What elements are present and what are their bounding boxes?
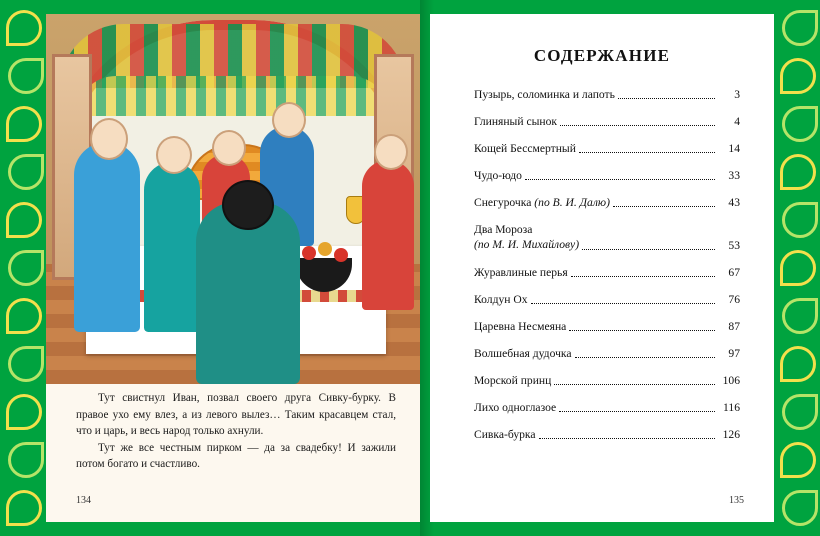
toc-entry-label: Кощей Бессмертный: [474, 142, 576, 155]
toc-entry-page: 33: [728, 169, 740, 182]
right-page: [430, 14, 774, 522]
character-boyar: [74, 142, 140, 332]
toc-leader-dots: [582, 248, 715, 250]
toc-entry[interactable]: [474, 374, 740, 387]
toc-entry[interactable]: [474, 428, 740, 441]
toc-entry-page: 43: [728, 196, 740, 209]
toc-leader-dots: [525, 178, 715, 180]
toc-entry-label: [474, 223, 579, 252]
swirl-ornament-icon: [8, 154, 44, 190]
toc-entry-label: [474, 196, 610, 209]
toc-entry[interactable]: [474, 223, 740, 252]
toc-entry[interactable]: [474, 169, 740, 182]
swirl-ornament-icon: [8, 346, 44, 382]
toc-entry-page: 67: [728, 266, 740, 279]
swirl-ornament-icon: [8, 442, 44, 478]
left-page: [46, 14, 420, 522]
character-boyar-head: [90, 118, 128, 160]
toc-leader-dots: [613, 205, 715, 207]
swirl-ornament-icon: [782, 394, 818, 430]
toc-entry-page: 4: [734, 115, 740, 128]
character-man-head: [272, 102, 306, 138]
story-paragraph-1: Тут свистнул Иван, позвал своего друга Сивку-бурку. В правое ухо ему влез, а из левого вылез… Таким красавцем стал, что и царь, и весь народ только ахнули.: [76, 392, 396, 437]
swirl-ornament-icon: [780, 154, 816, 190]
swirl-ornament-icon: [6, 106, 42, 142]
story-paragraph-2: Тут же все честным пирком — да за свадебку! И зажили потом богато и счастливо.: [76, 441, 396, 470]
swirl-ornament-icon: [782, 106, 818, 142]
toc-entry[interactable]: [474, 142, 740, 155]
toc-entry-label: Глиняный сынок: [474, 115, 558, 128]
toc-entry[interactable]: [474, 401, 740, 414]
toc-entry[interactable]: [474, 115, 740, 128]
toc-leader-dots: [569, 329, 715, 331]
character-tsar-head: [374, 134, 408, 170]
toc-list: [474, 88, 740, 455]
character-tsar: [362, 160, 414, 310]
toc-entry[interactable]: [474, 347, 740, 360]
toc-entry-page: 53: [728, 239, 740, 252]
character-girl-head: [212, 130, 246, 166]
toc-leader-dots: [554, 383, 715, 385]
toc-entry-page: 126: [722, 428, 740, 441]
toc-entry-label: Чудо-юдо: [474, 169, 522, 182]
swirl-ornament-icon: [6, 394, 42, 430]
swirl-ornament-icon: [782, 490, 818, 526]
toc-entry-label: Сивка-бурка: [474, 428, 536, 441]
swirl-ornament-icon: [782, 202, 818, 238]
toc-entry-page: 14: [728, 142, 740, 155]
toc-entry-label: Морской принц: [474, 374, 552, 387]
toc-entry[interactable]: [474, 293, 740, 306]
toc-entry-note: (по М. И. Михайлову): [474, 237, 580, 251]
toc-leader-dots: [531, 302, 715, 304]
swirl-ornament-icon: [6, 298, 42, 334]
toc-entry-page: 116: [723, 401, 740, 414]
toc-leader-dots: [618, 97, 715, 99]
swirl-ornament-icon: [780, 58, 816, 94]
toc-entry-label: Лихо одноглазое: [474, 401, 557, 414]
fruit: [302, 246, 316, 260]
toc-entry-page: 3: [734, 88, 740, 101]
toc-entry[interactable]: [474, 88, 740, 101]
toc-entry-title: Снегурочка: [474, 196, 532, 209]
toc-entry-page: 106: [722, 374, 740, 387]
toc-entry-label: Царевна Несмеяна: [474, 320, 567, 333]
character-ivan-head: [222, 180, 274, 230]
swirl-ornament-icon: [780, 442, 816, 478]
character-woman-kokoshnik: [144, 162, 200, 332]
story-text: [76, 390, 396, 473]
toc-leader-dots: [579, 151, 715, 153]
toc-entry-label: Колдун Ох: [474, 293, 528, 306]
toc-entry[interactable]: [474, 320, 740, 333]
toc-entry-title: Два Мороза: [474, 223, 533, 236]
fairytale-illustration: [46, 14, 420, 384]
swirl-ornament-icon: [782, 298, 818, 334]
toc-entry[interactable]: [474, 196, 740, 209]
toc-entry-page: 76: [728, 293, 740, 306]
toc-leader-dots: [560, 124, 715, 126]
toc-leader-dots: [559, 410, 715, 412]
toc-entry-label: Пузырь, соломинка и лапоть: [474, 88, 615, 101]
page-number-right: 135: [729, 495, 744, 506]
swirl-ornament-icon: [6, 490, 42, 526]
page-number-left: 134: [76, 495, 91, 506]
toc-entry-page: 97: [728, 347, 740, 360]
swirl-ornament-icon: [6, 202, 42, 238]
toc-leader-dots: [575, 356, 715, 358]
toc-entry-note: (по В. И. Далю): [534, 196, 610, 209]
swirl-ornament-icon: [8, 58, 44, 94]
swirl-ornament-icon: [780, 250, 816, 286]
arch-ornament-band-inner: [76, 76, 390, 116]
toc-leader-dots: [539, 437, 715, 439]
swirl-ornament-icon: [8, 250, 44, 286]
toc-entry-label: Журавлиные перья: [474, 266, 568, 279]
toc-entry[interactable]: [474, 266, 740, 279]
toc-entry-page: 87: [728, 320, 740, 333]
fruit: [318, 242, 332, 256]
fruit: [334, 248, 348, 262]
character-woman-head: [156, 136, 192, 174]
swirl-ornament-icon: [780, 346, 816, 382]
swirl-ornament-icon: [6, 10, 42, 46]
frame-swirls-left: [0, 0, 46, 536]
frame-swirls-right: [774, 0, 820, 536]
toc-leader-dots: [571, 275, 715, 277]
swirl-ornament-icon: [782, 10, 818, 46]
toc-title: СОДЕРЖАНИЕ: [533, 46, 671, 65]
toc-entry-label: Волшебная дудочка: [474, 347, 572, 360]
